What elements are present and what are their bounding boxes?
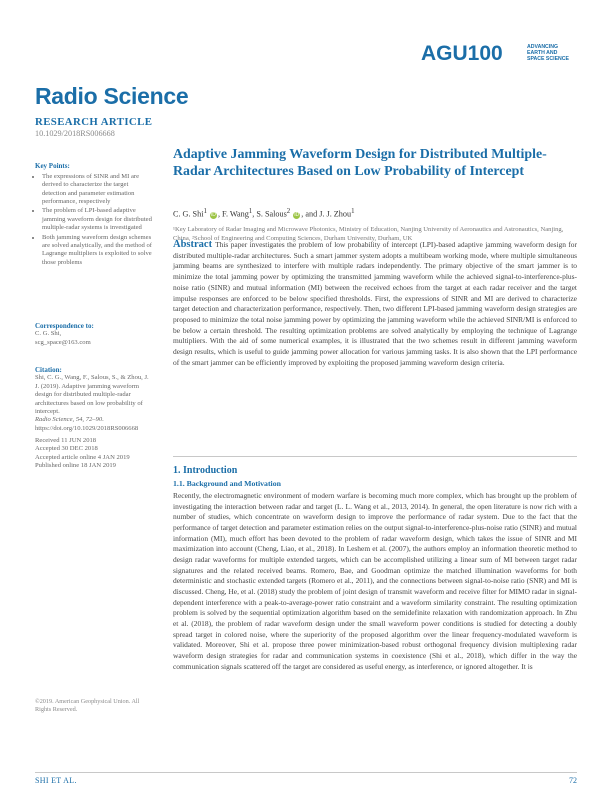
- sidebar: [35, 116, 153, 268]
- dates-block: [35, 437, 153, 471]
- key-point: • The problem of LPI-based adaptive jamming waveform design for distributed multiple-radar systems is investigated: [42, 207, 153, 232]
- author-name: , F. Wang: [217, 209, 249, 219]
- citation-journal: Radio Science, 54, 72–90.: [35, 416, 104, 424]
- abstract-text: This paper investigates the problem of low probability of intercept (LPI)-based adaptive jamming waveform design for distributed multiple-radar architectures. Such a smart jammer system adopts a multibeam working mode, where multiple simultaneous jamming beams are synthesized to interfere with multiple radars independently. The primary objective of the smart jammer is to minimize the total jamming power by optimizing the transmitted jamming waveform while the achieved signal-to-interference-plus-noise ratio (SINR) and mutual information (MI) between the received echoes from the target at each radar receiver and the target impulse responses are enforced to be below specified thresholds. First, the expressions of SINR and MI are derived to characterize target detection and characterization performance, respectively. Then, two different LPI-based jamming waveform design strategies are proposed to minimize the total noise jamming power by optimizing the jamming waveform while the achieved SINR/MI is enforced to be below a certain threshold. The resulting optimization problems are solved analytically by employing the technique of Lagrange multipliers. With the aid of some numerical examples, it is illustrated that the two schemes result in different jamming waveform design results, which is useful to guide jamming power allocation for various jamming tasks. It is also shown that the LPI performance of the smart jammer can be efficiently improved by exploiting the proposed jamming waveform design criteria.: [173, 240, 577, 367]
- key-points-list: [35, 173, 153, 267]
- date-accepted: Accepted 30 DEC 2018: [35, 445, 98, 453]
- correspondence-block: [35, 322, 153, 347]
- abstract: [173, 240, 577, 368]
- abstract-label: Abstract: [173, 239, 213, 250]
- section-heading: 1. Introduction: [173, 465, 238, 476]
- key-point: • The expressions of SINR and MI are derived to characterize the target detection and parameter estimation performance, respectively: [42, 173, 153, 207]
- key-point: • Both jamming waveform design schemes are solved analytically, and the method of Lagrange multipliers is exploited to solve those problems: [42, 234, 153, 268]
- date-received: Received 11 JUN 2018: [35, 437, 97, 444]
- article-doi[interactable]: 10.1029/2018RS006668: [35, 129, 115, 138]
- author-name: C. G. Shi: [173, 209, 204, 219]
- svg-text:SPACE SCIENCE: SPACE SCIENCE: [527, 56, 569, 62]
- logo-text: AGU100: [421, 42, 503, 65]
- author-affil-sup: 1: [351, 208, 355, 215]
- correspondence-name: C. G. Shi,: [35, 330, 62, 338]
- section-divider: [173, 456, 577, 457]
- orcid-icon[interactable]: iD: [294, 211, 300, 218]
- date-published: Published online 18 JAN 2019: [35, 462, 116, 470]
- svg-text:EARTH AND: EARTH AND: [527, 50, 558, 56]
- copyright: ©2019. American Geophysical Union. All Rights Reserved.: [35, 698, 140, 714]
- page-number: 72: [569, 776, 577, 785]
- journal-title: Radio Science: [35, 83, 189, 109]
- citation-doi[interactable]: https://doi.org/10.1029/2018RS006668: [35, 424, 139, 432]
- running-author: SHI ET AL.: [35, 776, 77, 785]
- key-points-heading: Key Points:: [35, 162, 70, 171]
- author-list: [173, 208, 577, 219]
- author-name: , S. Salous: [252, 209, 287, 219]
- author-affil-sup: 2: [286, 208, 291, 215]
- correspondence-email[interactable]: scg_space@163.com: [35, 338, 91, 346]
- citation-text: Shi, C. G., Wang, F., Salous, S., & Zhou, J. J. (2019). Adaptive jamming waveform design for distributed multiple-radar architectures based on low probability of intercept.: [35, 374, 149, 416]
- subsection-heading: 1.1. Background and Motivation: [173, 479, 281, 488]
- author-affil-sup: 1: [203, 208, 207, 215]
- author-affil-sup: 1: [248, 208, 253, 215]
- correspondence-heading: Correspondence to:: [35, 322, 94, 330]
- orcid-icon[interactable]: iD: [211, 211, 216, 218]
- agu100-logo: [421, 40, 581, 66]
- svg-text:ADVANCING: ADVANCING: [527, 44, 559, 50]
- footer-divider: [35, 772, 577, 773]
- paper-title: Adaptive Jamming Waveform Design for Distributed Multiple-Radar Architectures Based on Low Probability of Intercept: [173, 147, 547, 179]
- citation-block: [35, 366, 153, 433]
- article-type: RESEARCH ARTICLE: [35, 116, 153, 128]
- affiliations: ¹Key Laboratory of Radar Imaging and Microwave Photonics, Ministry of Education, Nanjing University of Aeronautics and Astronautics, Nanjing, China, ²School of Engineering and Computing Sciences, Durham University, Durham, UK: [173, 226, 564, 242]
- body-text: Recently, the electromagnetic environment of modern warfare is becoming much more complex, which has brought up the problem of investigating the interaction between radar and target (L. L. Wang et al., 2013, 2014). In general, the open literature is now rich with a number of studies, which concentrate on waveform design to improve the performance of radar system. Due to the fact that the performance of target detection and parameter estimation relies on the output signal-to-interference-plus-noise ratio (SINR) and mutual information (MI), much effort has been devoted to the problem of radar waveform design, which takes the issue of SINR and MI maximization into account (Cheng, Liao, et al., 2018). In Leshem et al. (2007), the authors employ an information theoretic method to design radar waveforms for multiple extended targets, which can be accomplished utilizing a linear sum of MI between target radar signatures and the related received beams. Romero, Bae, and Goodman optimize the matched illumination waveforms for both deterministic and stochastic extended targets (Romero et al., 2011), and the connections between signal-to-noise ratio (SNR) and MI is discussed. Cheng, He, et al. (2018) study the problem of joint design of transmit waveform and receive filter for MIMO radar in signal-dependent interference with a peak-to-average-power ratio constraint and a waveform similarity constraint. The resulting optimization problem is solved by the sequential optimization algorithm based on the semidefinite relaxation with randomization approach. In Zhu et al. (2018), the problem of radar waveform design under the small waveform power conditions is studied for detecting a doubly spread target in colored noise, where the superiority of the proposed algorithm over the linear frequency-modulated waveform is validated. Moreover, Shi et al. propose three power minimization-based robust orthogonal frequency division multiplexing radar waveform design strategies for radar and communication systems in coexistence (Shi et al., 2018), which differ in the way the communication signals scattered off the target are considered as useful energy, as interference, or ignored altogether. It is: [173, 491, 577, 671]
- citation-heading: Citation:: [35, 366, 62, 374]
- author-name: , and J. J. Zhou: [301, 209, 352, 219]
- date-accepted-online: Accepted article online 4 JAN 2019: [35, 453, 130, 461]
